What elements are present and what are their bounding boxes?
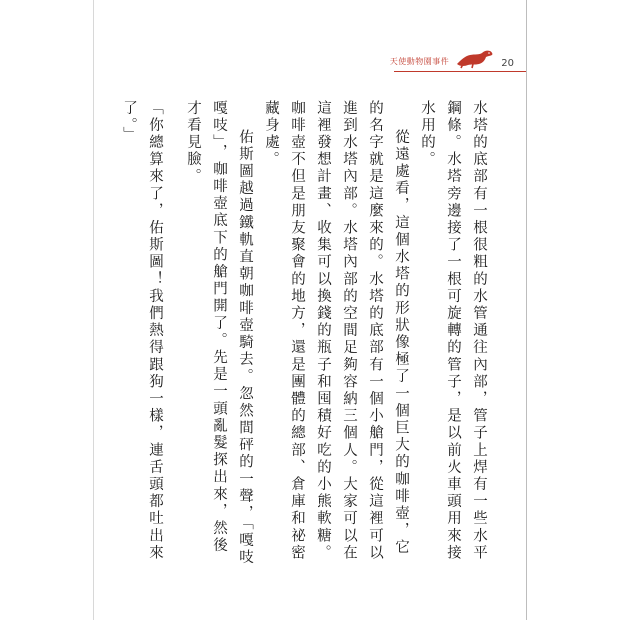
red-otter-icon <box>455 46 495 70</box>
paragraph-coffee-pot-description: 從遠處看，這個水塔的形狀像極了一個巨大的咖啡壺，它的名字就是這麼來的。水塔的底部有一個小艙門，從這裡可以進到水塔內部。水塔內部的空間足夠容納三個人。大家可以在這裡發想計畫、收集可以換錢的瓶子和囤積好吃的小熊軟糖。咖啡壺不但是朋友聚會的地方，還是團體的總部、倉庫和祕密藏身處。 <box>263 100 409 562</box>
book-page <box>93 0 527 620</box>
paragraph-justus-rides: 佑斯圖越過鐵軌直朝咖啡壺騎去。忽然間砰的一聲，「嘎吱嘎吱」，咖啡壺底下的艙門開了。先是一頭亂髮探出來，然後才看見臉。 <box>185 100 253 567</box>
page-number: 20 <box>501 58 514 69</box>
paragraph-water-pipe: 水塔的底部有一根很粗的水管通往內部，管子上焊有一些水平鋼條。水塔旁邊接了一根可旋轉的管子，是以前火車頭用來接水用的。 <box>419 100 487 562</box>
book-title: 天使動物園事件 <box>389 57 450 66</box>
vertical-body-text <box>116 100 492 570</box>
paragraph-dialogue: 「你總算來了，佑斯圖！我們熱得跟狗一樣，連舌頭都吐出來了。」 <box>121 100 163 562</box>
running-header <box>390 40 514 70</box>
header-rule <box>394 71 526 72</box>
